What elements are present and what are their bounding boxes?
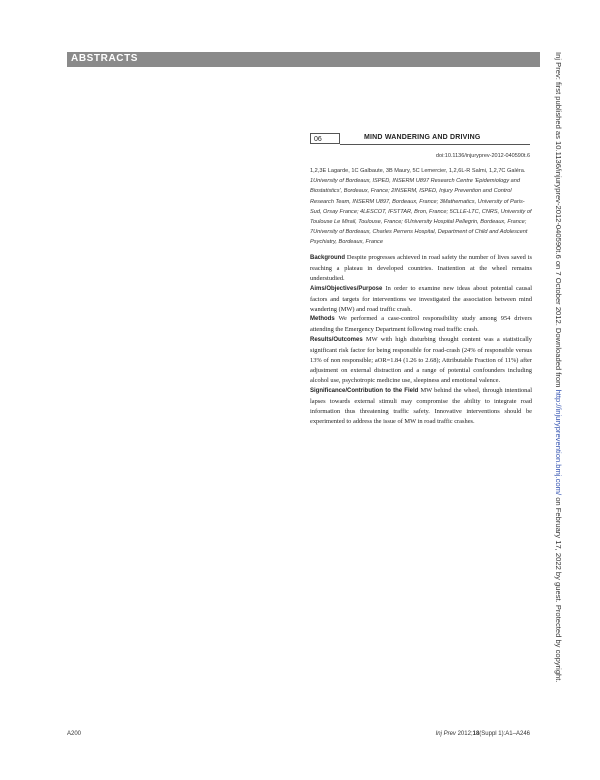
heading-rule (340, 144, 530, 145)
footer-volume: 18 (472, 731, 480, 737)
section-significance (310, 386, 532, 427)
footer-year: 2012; (457, 731, 473, 737)
section-title: ABSTRACTS (71, 53, 139, 64)
sidebar-notice (552, 52, 572, 752)
journal-name: Inj Prev (435, 731, 456, 737)
doi-line: doi:10.1136/injuryprev-2012-040590t.6 (435, 153, 530, 159)
affiliations: 1University of Bordeaux, ISPED, INSERM U897 Research Centre 'Epidemiology and Biostatistics', Bordeaux, France; 2INSERM, ISPED, Injury Prevention and Control Research Team, INSERM U897, Bordeaux, France; 3Mathematics, University of Paris-Sud, Orsay France; 4LESCOT, IFSTTAR, Bron, France; 5CLLE-LTC, CNRS, University of Toulouse Le Mirail, Toulouse, France; 6University Hospital Pellegrin, Bordeaux, France; 7University of Bordeaux, Charles Perrens Hospital, Department of Child and Adolescent Psychiatry, Bordeaux, France (310, 178, 532, 246)
section-label: Significance/Contribution to the Field (310, 387, 419, 394)
abstract-number: 06 (310, 133, 340, 144)
section-text: MW behind the wheel, through intentional lapses towards external stimuli may compromise the ability to integrate road information thus threatening traffic safety. Innovative interventions should be experimented to address the issue of MW in road traffic crashes. (310, 386, 532, 425)
section-label: Aims/Objectives/Purpose (310, 285, 383, 292)
abstract-title: MIND WANDERING AND DRIVING (364, 134, 481, 141)
notice-text-end: on February 17, 2022 by guest. Protected by copyright. (554, 495, 563, 683)
section-aims (310, 284, 532, 315)
section-methods (310, 314, 532, 335)
citation-footer (436, 731, 530, 737)
abstract-body (310, 253, 532, 426)
notice-text: Inj Prev: first published as 10.1136/injuryprev-2012-040590t.6 on 7 October 2012. Downloaded from (554, 52, 563, 390)
copyright-notice (554, 52, 563, 683)
page-number: A200 (67, 731, 82, 737)
section-results (310, 335, 532, 386)
journal-link[interactable]: http://injuryprevention.bmj.com/ (554, 389, 563, 496)
footer-supplement: (Suppl 1):A1–A246 (479, 731, 530, 737)
author-block (310, 166, 532, 248)
section-label: Methods (310, 316, 335, 323)
section-text: In order to examine new ideas about potential causal factors and targets for interventions we investigated the association between mind wandering (MW) and road traffic crash. (310, 284, 532, 313)
section-label: Background (310, 255, 346, 261)
section-header-bar (67, 52, 540, 67)
section-label: Results/Outcomes (310, 337, 363, 344)
section-background (310, 253, 532, 284)
section-text: Despite progresses achieved in road safety the number of lives saved is reaching a plateau in developed countries. Inattention at the wheel remains understudied. (310, 254, 532, 282)
abstract-heading (310, 133, 530, 145)
section-text: We performed a case-control responsibility study among 954 drivers attending the Emergency Department following road traffic crash. (310, 315, 532, 334)
author-list: 1,2,3E Lagarde, 1C Galbaute, 3B Maury, 5C Lemercier, 1,2,6L-R Salmi, 1,2,7C Galéra. (310, 168, 526, 174)
section-text: MW with high disturbing thought content was a statistically significant risk factor for being responsible for road-crash (24% of responsible versus 13% of non responsible; aOR=1.84 (1.26 to 2.68); Attributable Fraction of 11%) after adjustment on external distraction and a range of potential confounders including alcohol use, psychotropic medicine use, sleepiness and emotional valence. (310, 336, 532, 384)
